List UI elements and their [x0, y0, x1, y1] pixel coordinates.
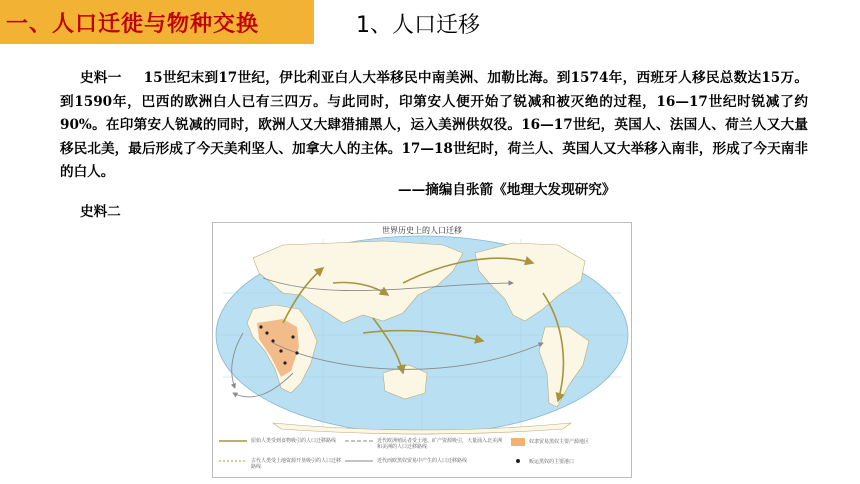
legend-item: 近代欧洲殖民者受土地、矿产资源吸引，大量涌入北美洲和美洲的人口迁移路线 [377, 438, 503, 450]
legend-swatch-port [516, 459, 520, 463]
legend-item: 贩运黑奴的主要港口 [529, 459, 575, 465]
legend-item: 近代西欧黑奴贸易中产生的人口迁移路线 [377, 458, 468, 464]
map-title: 世界历史上的人口迁移 [382, 226, 462, 235]
port-marker [295, 351, 298, 354]
map-legend [213, 435, 631, 477]
legend-item: 奴隶贸易黑奴主要产源地区 [529, 439, 590, 445]
port-marker [291, 335, 294, 338]
material-two-label: 史料二 [80, 204, 121, 220]
legend-item: 古代人类受土地资源开垦吸引的人口迁移路线 [251, 458, 342, 470]
world-map-figure [213, 223, 631, 435]
legend-item: 原始人类受到食物吸引的人口迁移路线 [251, 438, 337, 444]
section-title: 一、人口迁徙与物种交换 [6, 11, 260, 37]
port-marker [265, 331, 268, 334]
material-one-passage [60, 67, 808, 185]
material-one-source: ——摘编自张箭《地理大发现研究》 [398, 182, 616, 198]
legend-swatch-slave-region [511, 438, 525, 446]
section-title-tab [0, 0, 314, 44]
port-marker [283, 361, 286, 364]
material-one-text: 15世纪末到17世纪，伊比利亚白人大举移民中南美洲、加勒比海。到1574年，西班牙人移民总数达15万。到1590年，巴西的欧洲白人已有三四万。与此同时，印第安人便开始了锐减和被灭绝的过程，16—17世纪时锐减了约90%。在印第安人锐减的同时，欧洲人又大肆猎捕黑人，运入美洲供奴役。16—17世纪，英国人、法国人、荷兰人又大量移民北美，最后形成了今天美利坚人、加拿大人的主体。17—18世纪时，荷兰人、英国人又大举移入南非，形成了今天南非的白人。 [60, 70, 809, 180]
material-one-label: 史料一 [80, 70, 122, 86]
subtitle: 1、人口迁移 [356, 13, 480, 38]
port-marker [259, 325, 262, 328]
port-marker [279, 349, 282, 352]
migration-map [212, 222, 632, 478]
port-marker [271, 339, 274, 342]
